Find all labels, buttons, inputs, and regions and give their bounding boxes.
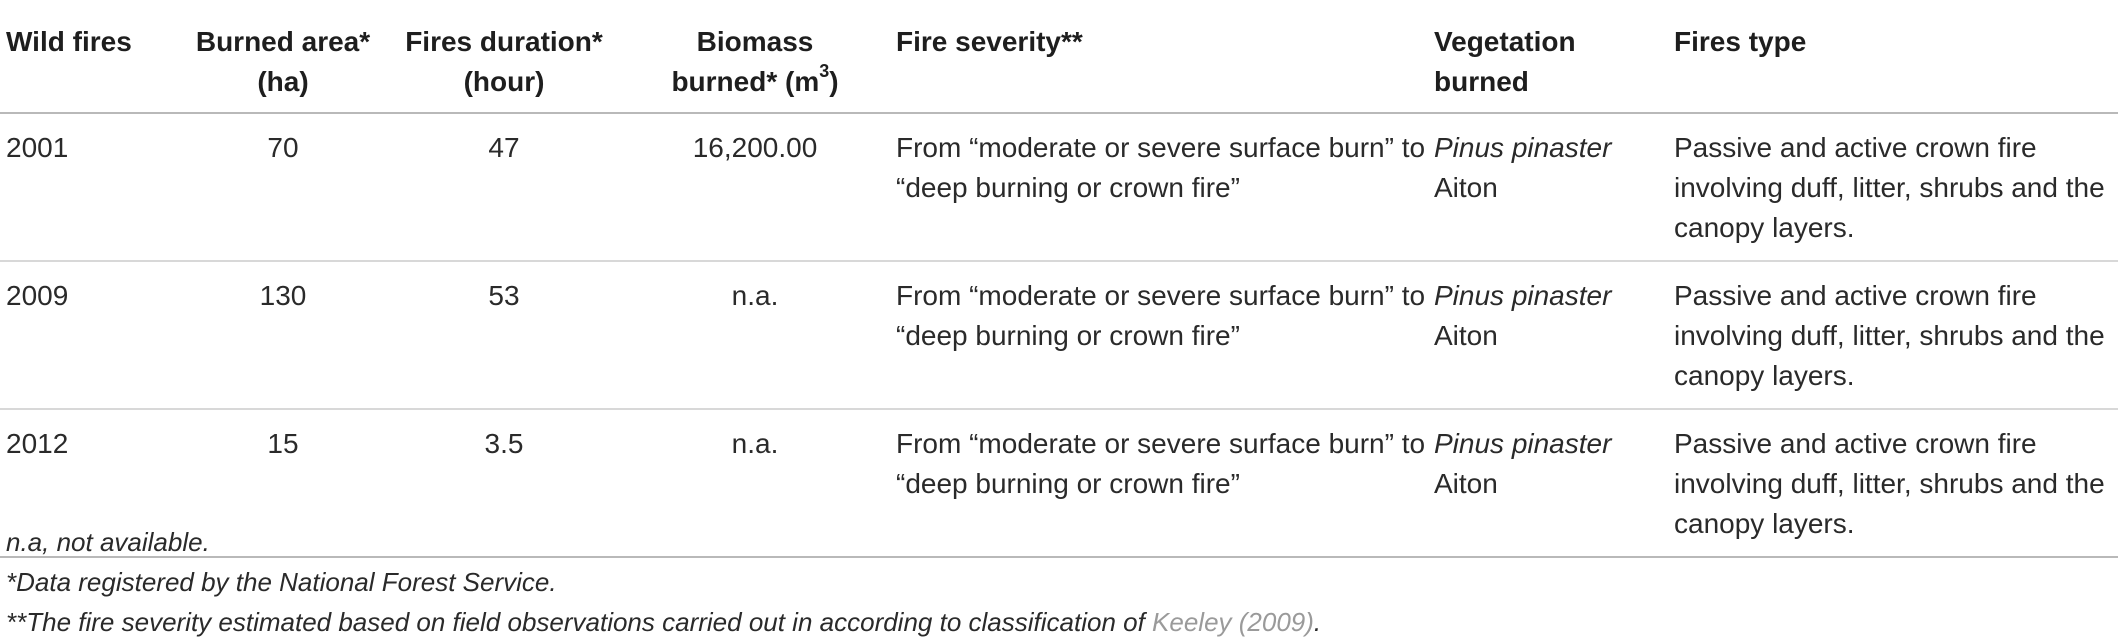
- cell-biomass: n.a.: [614, 409, 896, 557]
- cell-burned-area: 130: [172, 261, 394, 409]
- vegetation-author: Aiton: [1434, 468, 1498, 499]
- header-wild-fires: Wild fires: [0, 0, 172, 113]
- table-header: [0, 0, 2118, 113]
- vegetation-author: Aiton: [1434, 172, 1498, 203]
- cell-vegetation: [1434, 409, 1674, 557]
- table-row: [0, 113, 2118, 261]
- table-body: [0, 113, 2118, 557]
- cell-biomass: n.a.: [614, 261, 896, 409]
- cell-severity: From “moderate or severe surface burn” to “deep burning or crown fire”: [896, 113, 1434, 261]
- cell-duration: 53: [394, 261, 614, 409]
- header-fires-duration: Fires duration* (hour): [394, 0, 614, 113]
- header-fire-severity: Fire severity**: [896, 0, 1434, 113]
- cell-year: 2012: [0, 409, 172, 557]
- vegetation-species: Pinus pinaster: [1434, 428, 1612, 459]
- cell-severity: From “moderate or severe surface burn” to “deep burning or crown fire”: [896, 409, 1434, 557]
- cell-burned-area: 70: [172, 113, 394, 261]
- cell-fire-type: Passive and active crown fire involving duff, litter, shrubs and the canopy layers.: [1674, 113, 2118, 261]
- biomass-unit-sup: 3: [819, 60, 830, 81]
- header-row: [0, 0, 2118, 113]
- cell-severity: From “moderate or severe surface burn” to “deep burning or crown fire”: [896, 261, 1434, 409]
- header-burned-area: Burned area* (ha): [172, 0, 394, 113]
- cell-duration: 47: [394, 113, 614, 261]
- table-footnotes: [6, 522, 1321, 642]
- vegetation-author: Aiton: [1434, 320, 1498, 351]
- cell-vegetation: [1434, 261, 1674, 409]
- header-fires-type: Fires type: [1674, 0, 2118, 113]
- vegetation-species: Pinus pinaster: [1434, 132, 1612, 163]
- header-biomass-burned: Biomass burned* $(m^3)$: [614, 0, 896, 113]
- footnote-na: n.a, not available.: [6, 527, 210, 557]
- footnote-data-source: *Data registered by the National Forest Service.: [6, 567, 557, 597]
- vegetation-species: Pinus pinaster: [1434, 280, 1612, 311]
- cell-year: 2001: [0, 113, 172, 261]
- cell-fire-type: Passive and active crown fire involving duff, litter, shrubs and the canopy layers.: [1674, 261, 2118, 409]
- cell-biomass: 16,200.00: [614, 113, 896, 261]
- table-row: [0, 261, 2118, 409]
- cell-year: 2009: [0, 261, 172, 409]
- cell-fire-type: Passive and active crown fire involving duff, litter, shrubs and the canopy layers.: [1674, 409, 2118, 557]
- footnote-severity: **The fire severity estimated based on field observations carried out in according to classification of Keeley (2009).: [6, 607, 1322, 637]
- cell-vegetation: [1434, 113, 1674, 261]
- citation-link[interactable]: Keeley (2009): [1152, 607, 1314, 637]
- header-vegetation-burned: Vegetation burned: [1434, 0, 1674, 113]
- cell-burned-area: 15: [172, 409, 394, 557]
- cell-duration: 3.5: [394, 409, 614, 557]
